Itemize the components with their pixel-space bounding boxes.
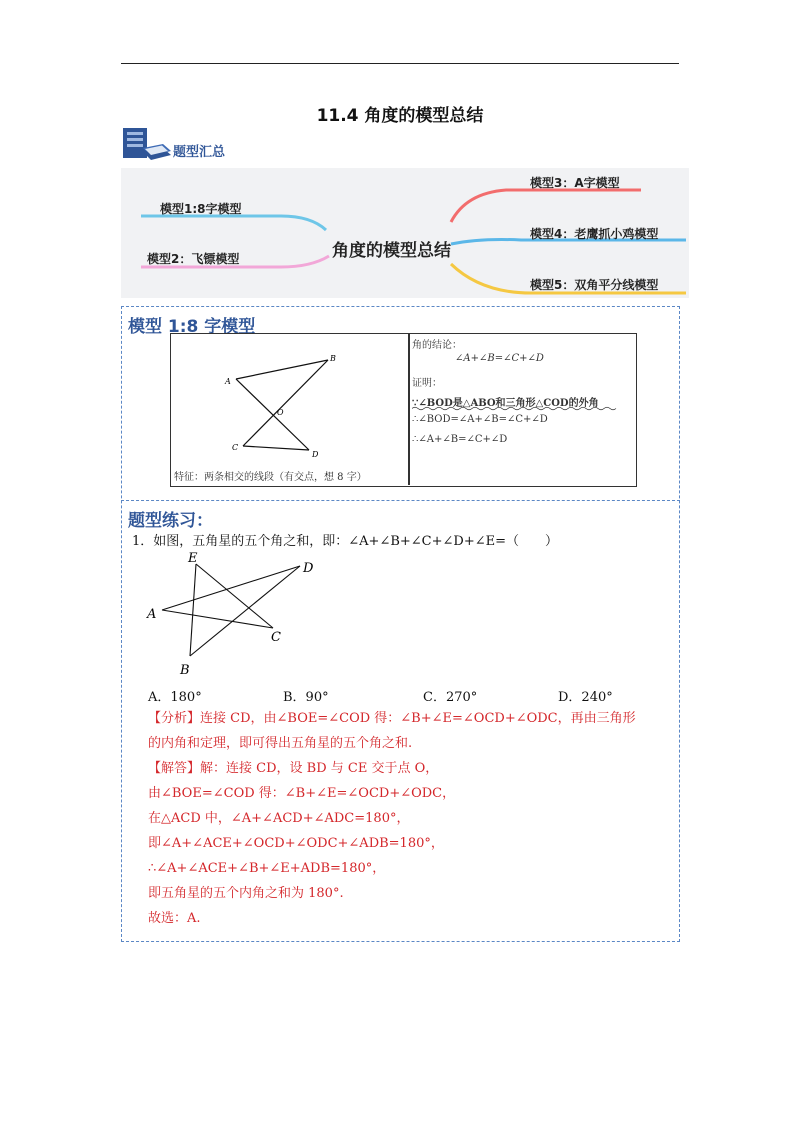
mindmap-item-model3: 模型3：A字模型	[530, 176, 620, 190]
star-point-e: E	[188, 551, 198, 566]
model1-feature: 特征：两条相交的线段（有交点，想 8 字）	[174, 472, 367, 483]
answer-line-2: 的内角和定理，即可得出五角星的五个角之和.	[148, 736, 413, 751]
question-1: 1．如图，五角星的五个角之和，即：∠A+∠B+∠C+∠D+∠E=（ ）	[132, 534, 558, 549]
branch-model3	[451, 190, 641, 222]
star-point-b: B	[180, 663, 190, 678]
star-point-d: D	[303, 561, 314, 576]
answer-line-6: 即∠A+∠ACE+∠OCD+∠ODC+∠ADB=180°，	[148, 836, 444, 851]
wavy-underline	[412, 406, 622, 411]
point-a-label: A	[225, 377, 231, 386]
point-c-label: C	[232, 443, 239, 452]
answer-line-4: 由∠BOE=∠COD 得：∠B+∠E=∠OCD+∠ODC，	[148, 786, 456, 801]
mindmap-item-model2: 模型2：飞镖模型	[147, 252, 240, 266]
badge-label: 题型汇总	[173, 145, 226, 160]
mindmap-item-model4: 模型4：老鹰抓小鸡模型	[530, 227, 659, 241]
proof-line-3: ∴∠A+∠B=∠C+∠D	[412, 434, 508, 445]
choice-d[interactable]: D．240°	[558, 690, 613, 705]
panel-divider	[121, 500, 680, 501]
point-o-label: O	[277, 408, 284, 417]
branch-model1	[141, 216, 326, 230]
section1-title: 模型 1:8 字模型	[128, 317, 256, 337]
proof-label: 证明：	[412, 378, 442, 389]
choice-c[interactable]: C．270°	[423, 690, 478, 705]
page-title: 11.4 角度的模型总结	[316, 106, 484, 126]
conclusion-formula: ∠A+∠B=∠C+∠D	[455, 353, 544, 364]
figure-eight-model	[170, 333, 408, 468]
mindmap-center: 角度的模型总结	[332, 241, 451, 261]
answer-line-5: 在△ACD 中，∠A+∠ACD+∠ADC=180°，	[148, 811, 410, 826]
mindmap-item-model1: 模型1:8字模型	[160, 202, 242, 216]
answer-line-3: 【解答】解：连接 CD，设 BD 与 CE 交于点 O，	[148, 761, 439, 776]
answer-line-8: 即五角星的五个内角之和为 180°.	[148, 886, 344, 901]
point-d-label: D	[312, 450, 319, 459]
pentagram-figure	[140, 550, 330, 680]
section2-title: 题型练习：	[128, 511, 213, 531]
proof-line-1: ∵∠BOD是△ABO和三角形△COD的外角	[412, 398, 599, 409]
point-b-label: B	[330, 354, 336, 363]
star-point-a: A	[147, 607, 157, 622]
proof-line-2: ∴∠BOD=∠A+∠B=∠C+∠D	[412, 414, 548, 425]
answer-line-1: 【分析】连接 CD，由∠BOE=∠COD 得：∠B+∠E=∠OCD+∠ODC，再由三角形	[148, 711, 636, 726]
conclusion-label: 角的结论：	[412, 340, 462, 351]
answer-line-9: 故选：A.	[148, 911, 201, 926]
choice-b[interactable]: B．90°	[283, 690, 329, 705]
model1-divider	[408, 333, 410, 485]
mindmap-item-model5: 模型5：双角平分线模型	[530, 278, 659, 292]
choice-a[interactable]: A．180°	[148, 690, 202, 705]
header-rule	[121, 63, 679, 64]
star-point-c: C	[271, 630, 281, 645]
answer-line-7: ∴∠A+∠ACE+∠B+∠E+ADB=180°，	[148, 861, 386, 876]
